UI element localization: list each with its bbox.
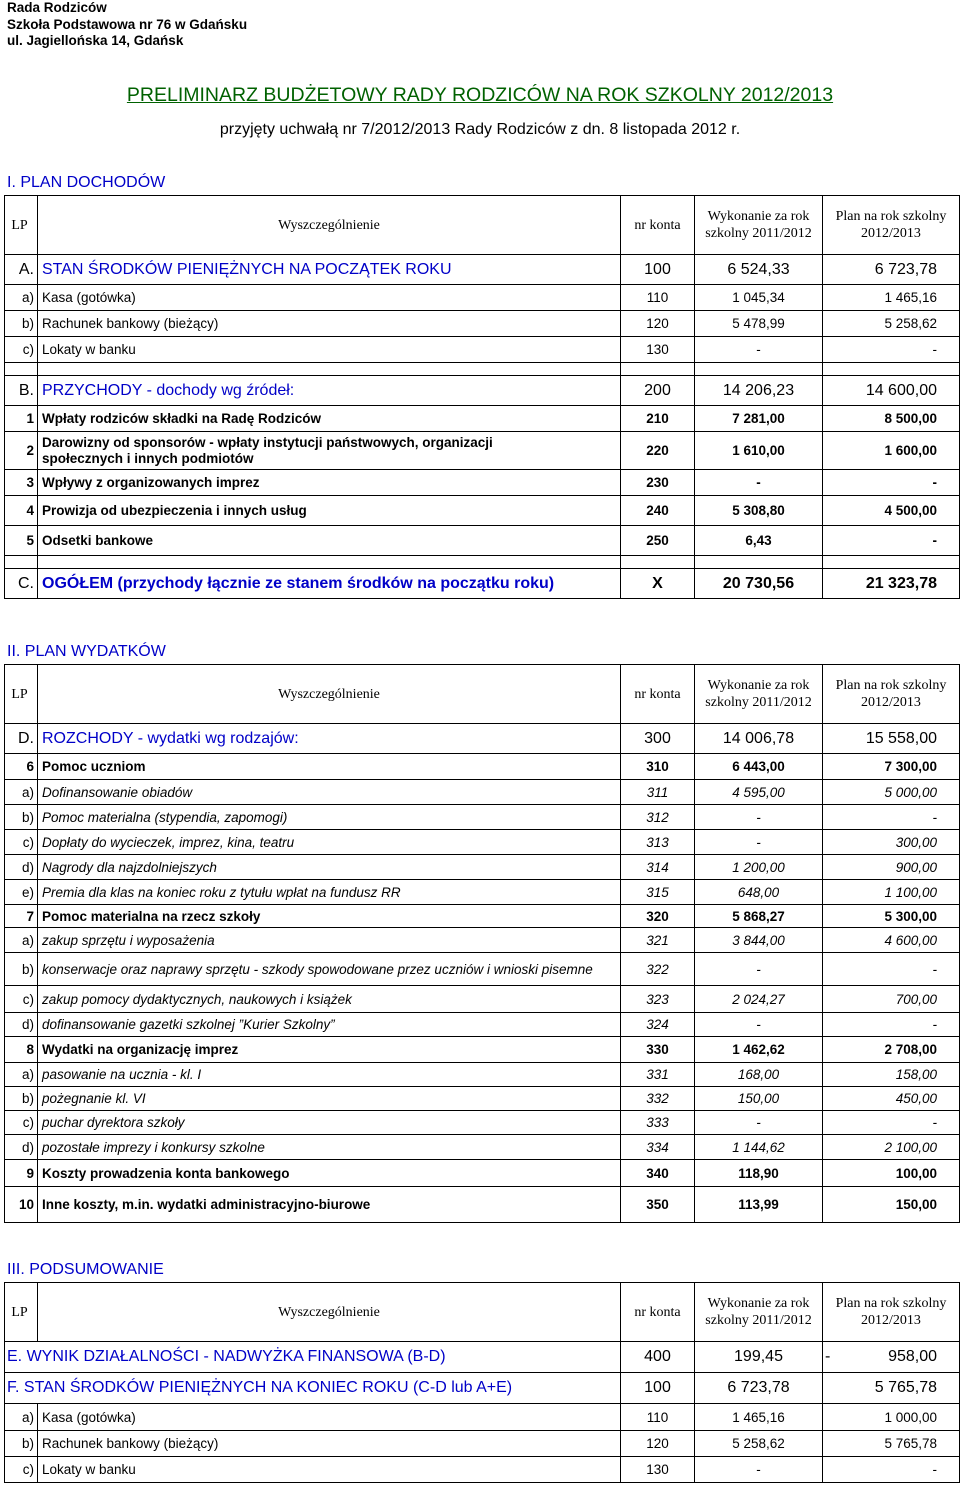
table-cell: c) [5,986,38,1013]
table-row [5,496,960,526]
organization-header [7,0,247,50]
table-cell: 6 723,78 [695,1373,823,1404]
table-cell: Inne koszty, m.in. wydatki administracyjno-biurowe [38,1187,621,1223]
table-row [5,1187,960,1223]
table-cell: 300 [621,724,695,754]
table-cell: 20 730,56 [695,569,823,599]
table-cell: 313 [621,830,695,855]
table-cell: Dofinansowanie obiadów [38,780,621,805]
section-income-title: I. PLAN DOCHODÓW [7,174,166,191]
table-cell: C. [5,569,38,599]
table-row [5,1160,960,1187]
table-cell: 6,43 [695,526,823,556]
table-cell: 150,00 [823,1187,960,1223]
table-cell: Plan na rok szkolny 2012/2013 [823,665,960,724]
table-cell [823,556,960,569]
row-D [5,724,960,754]
table-cell: 450,00 [823,1087,960,1111]
table-cell: D. [5,724,38,754]
table-cell: A. [5,255,38,285]
table-cell: Prowizja od ubezpieczenia i innych usług [38,496,621,526]
table-cell: 230 [621,470,695,496]
document-title: PRELIMINARZ BUDŻETOWY RADY RODZICÓW NA ROK SZKOLNY 2012/2013 [126,84,834,106]
table-cell: e) [5,880,38,905]
table-cell: 3 844,00 [695,928,823,953]
table-cell: - [695,470,823,496]
row-label: ROZCHODY - wydatki wg rodzajów: [38,724,621,754]
table-cell: 300,00 [823,830,960,855]
table-cell [38,363,621,376]
table-cell: 311 [621,780,695,805]
row-label: E. WYNIK DZIAŁALNOŚCI - NADWYŻKA FINANSOWA (B-D) [5,1342,621,1373]
table-cell: 130 [621,1457,695,1483]
table-cell: 5 258,62 [823,311,960,337]
table-cell: 21 323,78 [823,569,960,599]
table-cell: 199,45 [695,1342,823,1373]
table-row [5,880,960,905]
table-cell: 315 [621,880,695,905]
table-row [5,830,960,855]
table-cell: 3 [5,470,38,496]
table-cell: d) [5,1135,38,1160]
table-cell: 10 [5,1187,38,1223]
table-cell: - [695,1111,823,1135]
row-E [5,1342,960,1373]
table-cell: - [695,1457,823,1483]
table-row [5,406,960,432]
table-cell: Rachunek bankowy (bieżący) [38,311,621,337]
table-cell: 118,90 [695,1160,823,1187]
table-cell: d) [5,855,38,880]
table-cell: 2 024,27 [695,986,823,1013]
income-table [4,195,960,599]
table-cell: - [823,805,960,830]
table-cell: LP [5,665,38,724]
table-row [5,928,960,953]
table-cell: 100 [621,255,695,285]
col-plan: Plan na rok szkolny 2012/2013 [823,196,960,255]
table-cell: 8 [5,1037,38,1063]
row-label: F. STAN ŚRODKÓW PIENIĘŻNYCH NA KONIEC ROKU (C-D lub A+E) [5,1373,621,1404]
table-cell: 5 478,99 [695,311,823,337]
table-cell: B. [5,376,38,406]
table-cell: - [823,953,960,986]
section-summary-title: III. PODSUMOWANIE [7,1261,164,1278]
table-cell: a) [5,780,38,805]
table-cell: 4 600,00 [823,928,960,953]
table-cell: Dopłaty do wycieczek, imprez, kina, teatru [38,830,621,855]
table-cell: 2 [5,432,38,470]
table-row [5,1111,960,1135]
table-cell: 4 595,00 [695,780,823,805]
table-cell [823,363,960,376]
table-cell [38,556,621,569]
table-cell: 1 144,62 [695,1135,823,1160]
table-cell: Odsetki bankowe [38,526,621,556]
table-cell: Pomoc materialna na rzecz szkoły [38,905,621,928]
col-exec: Wykonanie za rok szkolny 2011/2012 [695,196,823,255]
table-cell: d) [5,1013,38,1037]
table-cell: Premia dla klas na koniec roku z tytułu wpłat na fundusz RR [38,880,621,905]
table-cell: 15 558,00 [823,724,960,754]
table-cell: 5 258,62 [695,1431,823,1457]
table-cell: LP [5,1283,38,1342]
table-cell: Kasa (gotówka) [38,285,621,311]
section-expenses-title: II. PLAN WYDATKÓW [7,643,166,660]
table-cell: 1 465,16 [823,285,960,311]
table-cell: 1 610,00 [695,432,823,470]
table-cell: 321 [621,928,695,953]
table-cell: 150,00 [695,1087,823,1111]
row-A [5,255,960,285]
table-cell: 14 600,00 [823,376,960,406]
table-row [5,953,960,986]
table-cell: 4 500,00 [823,496,960,526]
col-acct: nr konta [621,196,695,255]
table-cell: 210 [621,406,695,432]
table-cell: nr konta [621,665,695,724]
table-cell: c) [5,1111,38,1135]
table-cell: a) [5,1063,38,1087]
table-cell: 320 [621,905,695,928]
table-cell: 314 [621,855,695,880]
table-cell: zakup sprzętu i wyposażenia [38,928,621,953]
table-cell: a) [5,1404,38,1431]
table-cell: 400 [621,1342,695,1373]
table-cell: 220 [621,432,695,470]
table-row [5,1404,960,1431]
col-lp: LP [5,196,38,255]
summary-table [4,1282,960,1483]
school-address: ul. Jagiellońska 14, Gdańsk [7,33,184,48]
table-cell: 1 462,62 [695,1037,823,1063]
table-cell: 1 000,00 [823,1404,960,1431]
table-cell: 120 [621,311,695,337]
table-cell: b) [5,953,38,986]
table-cell: 250 [621,526,695,556]
table-cell: 900,00 [823,855,960,880]
table-cell: 350 [621,1187,695,1223]
expenses-table [4,664,960,1223]
table-cell: 100,00 [823,1160,960,1187]
table-cell: 5 [5,526,38,556]
table-cell: 330 [621,1037,695,1063]
table-row [5,1037,960,1063]
table-cell: 168,00 [695,1063,823,1087]
table-cell: - 958,00 [823,1342,960,1373]
table-row [5,526,960,556]
table-row [5,432,960,470]
income-table-header [5,196,960,255]
table-cell: - [823,1111,960,1135]
table-cell: 332 [621,1087,695,1111]
table-cell: 1 465,16 [695,1404,823,1431]
table-cell: puchar dyrektora szkoły [38,1111,621,1135]
table-cell: 1 [5,406,38,432]
table-cell: 310 [621,754,695,780]
table-cell: 5 308,80 [695,496,823,526]
table-cell: c) [5,830,38,855]
row-label: OGÓŁEM (przychody łącznie ze stanem środków na początku roku) [38,569,621,599]
table-cell: - [695,1013,823,1037]
table-cell: 5 765,78 [823,1431,960,1457]
table-cell: 322 [621,953,695,986]
table-cell: 6 524,33 [695,255,823,285]
col-desc: Wyszczególnienie [38,196,621,255]
table-row [5,1087,960,1111]
row-B [5,376,960,406]
table-row [5,1457,960,1483]
table-cell: b) [5,1431,38,1457]
table-row [5,1135,960,1160]
table-row [5,780,960,805]
table-row [5,1431,960,1457]
table-cell: nr konta [621,1283,695,1342]
table-cell: X [621,569,695,599]
row-F [5,1373,960,1404]
table-cell: Pomoc uczniom [38,754,621,780]
table-cell: 200 [621,376,695,406]
table-row [5,285,960,311]
table-cell: 7 [5,905,38,928]
table-row [5,1063,960,1087]
table-cell: 120 [621,1431,695,1457]
table-cell: dofinansowanie gazetki szkolnej ”Kurier Szkolny” [38,1013,621,1037]
table-cell: Wykonanie za rok szkolny 2011/2012 [695,665,823,724]
table-cell: 333 [621,1111,695,1135]
negative-sign: - [825,1348,831,1365]
table-row [5,470,960,496]
table-row [5,1013,960,1037]
table-cell: 14 206,23 [695,376,823,406]
table-row [5,754,960,780]
table-cell: Rachunek bankowy (bieżący) [38,1431,621,1457]
table-cell: c) [5,1457,38,1483]
table-cell: 158,00 [823,1063,960,1087]
table-cell: Koszty prowadzenia konta bankowego [38,1160,621,1187]
expenses-table-header [5,665,960,724]
table-cell: 7 281,00 [695,406,823,432]
table-cell [621,363,695,376]
table-cell: Wyszczególnienie [38,665,621,724]
table-cell: 110 [621,1404,695,1431]
table-cell: 700,00 [823,986,960,1013]
table-cell: 110 [621,285,695,311]
table-cell: - [823,337,960,363]
table-cell: 6 723,78 [823,255,960,285]
table-cell: Nagrody dla najzdolniejszych [38,855,621,880]
row-C [5,569,960,599]
table-cell: - [695,953,823,986]
table-cell: c) [5,337,38,363]
table-cell: 6 443,00 [695,754,823,780]
table-cell: 100 [621,1373,695,1404]
table-cell [695,556,823,569]
table-cell: Wydatki na organizację imprez [38,1037,621,1063]
table-cell: - [695,830,823,855]
table-cell: 331 [621,1063,695,1087]
table-cell: zakup pomocy dydaktycznych, naukowych i książek [38,986,621,1013]
school-name: Szkoła Podstawowa nr 76 w Gdańsku [7,16,248,32]
table-cell [5,556,38,569]
table-cell: 2 100,00 [823,1135,960,1160]
table-cell: Wykonanie za rok szkolny 2011/2012 [695,1283,823,1342]
table-cell: Lokaty w banku [38,1457,621,1483]
table-cell [695,363,823,376]
table-cell: pozostałe imprezy i konkursy szkolne [38,1135,621,1160]
table-cell: 7 300,00 [823,754,960,780]
table-row [5,805,960,830]
table-cell: Pomoc materialna (stypendia, zapomogi) [38,805,621,830]
table-cell: - [823,470,960,496]
table-cell: 5 765,78 [823,1373,960,1404]
table-cell: 1 200,00 [695,855,823,880]
table-cell: 323 [621,986,695,1013]
spacer-row [5,363,960,376]
spacer-row [5,556,960,569]
row-label: STAN ŚRODKÓW PIENIĘŻNYCH NA POCZĄTEK ROKU [38,255,621,285]
table-cell: Kasa (gotówka) [38,1404,621,1431]
table-cell: 1 045,34 [695,285,823,311]
table-cell: Wpłaty rodziców składki na Radę Rodziców [38,406,621,432]
table-row [5,337,960,363]
table-cell: 334 [621,1135,695,1160]
table-row [5,311,960,337]
table-cell: - [823,1457,960,1483]
table-cell: b) [5,805,38,830]
table-cell: pożegnanie kl. VI [38,1087,621,1111]
table-cell: 9 [5,1160,38,1187]
table-cell: 312 [621,805,695,830]
table-row [5,905,960,928]
table-cell: 2 708,00 [823,1037,960,1063]
table-cell: 5 300,00 [823,905,960,928]
table-row [5,855,960,880]
table-cell: b) [5,311,38,337]
table-cell: 240 [621,496,695,526]
table-cell: a) [5,928,38,953]
table-cell: 1 100,00 [823,880,960,905]
table-cell: Plan na rok szkolny 2012/2013 [823,1283,960,1342]
table-cell: Wyszczególnienie [38,1283,621,1342]
table-cell: 324 [621,1013,695,1037]
table-cell: a) [5,285,38,311]
table-cell: 5 868,27 [695,905,823,928]
table-cell: 1 600,00 [823,432,960,470]
row-label: PRZYCHODY - dochody wg źródeł: [38,376,621,406]
table-cell [5,363,38,376]
table-cell: Wpływy z organizowanych imprez [38,470,621,496]
table-row [5,986,960,1013]
table-cell: Darowizny od sponsorów - wpłaty instytucji państwowych, organizacji społecznych i innych podmiotów [38,432,621,470]
table-cell: 5 000,00 [823,780,960,805]
summary-table-header [5,1283,960,1342]
table-cell: - [823,526,960,556]
table-cell: 130 [621,337,695,363]
table-cell: - [695,337,823,363]
table-cell: Lokaty w banku [38,337,621,363]
org-name: Rada Rodziców [7,0,107,15]
table-cell: pasowanie na ucznia - kl. I [38,1063,621,1087]
table-cell: konserwacje oraz naprawy sprzętu - szkody spowodowane przez uczniów i wnioski pisemne [38,953,621,986]
document-subtitle: przyjęty uchwałą nr 7/2012/2013 Rady Rodziców z dn. 8 listopada 2012 r. [219,121,741,138]
table-cell: 113,99 [695,1187,823,1223]
table-cell [621,556,695,569]
table-cell: 8 500,00 [823,406,960,432]
table-cell: b) [5,1087,38,1111]
table-cell: 4 [5,496,38,526]
table-cell: 648,00 [695,880,823,905]
table-cell: - [695,805,823,830]
table-cell: 14 006,78 [695,724,823,754]
table-cell: - [823,1013,960,1037]
table-cell: 340 [621,1160,695,1187]
table-cell: 6 [5,754,38,780]
